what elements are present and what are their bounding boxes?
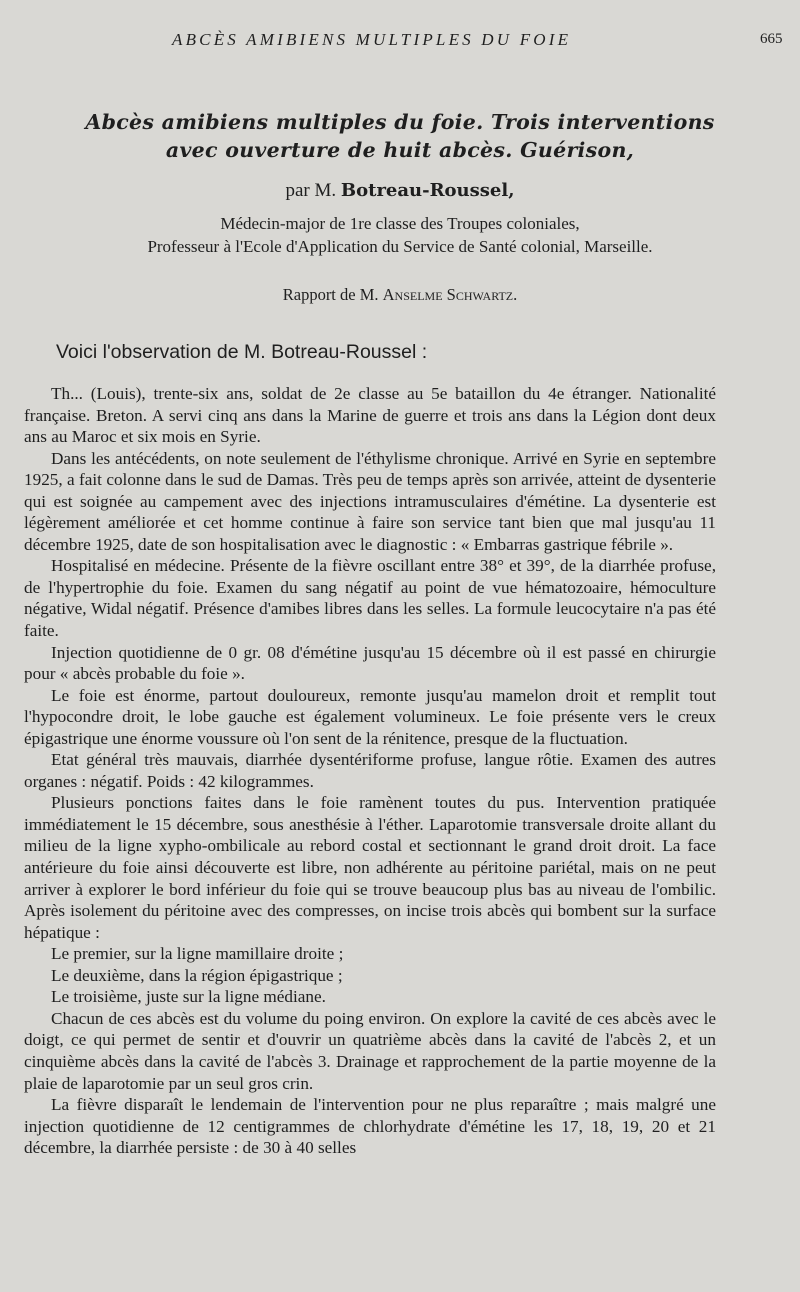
list-item: Le premier, sur la ligne mamillaire droite ;: [51, 944, 344, 964]
body-paragraph: Plusieurs ponctions faites dans le foie ramènent toutes du pus. Intervention pratiquée immédiatement le 15 décembre, sous anesthésie à l'éther. Laparotomie transversale droite allant du milieu de la ligne xypho-ombilicale au rebord costal et sectionnant le grand droit droit. La face antérieure du foie ainsi découverte est libre, non adhérente au péritoine pariétal, mais on ne peut arriver à explorer le bord inférieur du foie qui se trouve beaucoup plus bas au niveau de l'ombilic. Après isolement du péritoine avec des compresses, on incise trois abcès qui bombent sur la surface hépatique :: [24, 793, 716, 942]
body-paragraph: Etat général très mauvais, diarrhée dysentériforme profuse, langue rôtie. Examen des autres organes : négatif. Poids : 42 kilogrammes.: [24, 750, 716, 791]
body-paragraph: Hospitalisé en médecine. Présente de la fièvre oscillant entre 38° et 39°, de la diarrhée profuse, de l'hypertrophie du foie. Examen du sang négatif au point de vue hématozoaire, hémoculture négative, Widal négatif. Présence d'amibes libres dans les selles. La formule leucocytaire n'a pas été faite.: [24, 556, 716, 641]
author-prefix: par M.: [285, 180, 337, 201]
article-title-line-2: avec ouverture de huit abcès. Guérison,: [165, 138, 635, 162]
author-line: [0, 180, 800, 202]
body-paragraph: Chacun de ces abcès est du volume du poing environ. On explore la cavité de ces abcès avec le doigt, ce qui permet de sentir et d'ouvrir un quatrième abcès dans la cavité de l'abcès 2, et un cinquième abcès dans la cavité de l'abcès 3. Drainage et rapprochement de la partie moyenne de la plaie de laparotomie par un seul gros crin.: [24, 1008, 716, 1093]
list-item: Le deuxième, dans la région épigastrique ;: [51, 965, 343, 985]
body-paragraph: Th... (Louis), trente-six ans, soldat de 2e classe au 5e bataillon du 4e étranger. Nationalité française. Breton. A servi cinq ans dans la Marine de guerre et trois ans dans la Légion dont deux ans au Maroc et six mois en Syrie.: [24, 384, 716, 447]
page-number: 665: [760, 31, 783, 47]
observation-intro: Voici l'observation de M. Botreau-Roussel :: [56, 341, 428, 363]
article-title: [30, 108, 770, 164]
running-head-title: ABCÈS AMIBIENS MULTIPLES DU FOIE: [172, 30, 572, 49]
rapport-line: [0, 285, 800, 305]
author-affiliation: [0, 212, 800, 258]
affiliation-line-2: Professeur à l'Ecole d'Application du Service de Santé colonial, Marseille.: [147, 237, 653, 256]
rapport-prefix: Rapport de M.: [282, 285, 379, 304]
running-head: [0, 30, 800, 52]
body-paragraph: Dans les antécédents, on note seulement de l'éthylisme chronique. Arrivé en Syrie en septembre 1925, a fait colonne dans le sud de Damas. Très peu de temps après son arrivée, atteint de dysenterie qui est soignée au campement avec des injections intramusculaires d'émétine. La dysenterie est légèrement améliorée et cet homme continue à faire son service tant bien que mal jusqu'au 11 décembre 1925, date de son hospitalisation avec le diagnostic : « Embarras gastrique fébrile ».: [24, 448, 716, 554]
body-paragraph: Injection quotidienne de 0 gr. 08 d'émétine jusqu'au 15 décembre où il est passé en chirurgie pour « abcès probable du foie ».: [24, 642, 716, 684]
affiliation-line-1: Médecin-major de 1re classe des Troupes coloniales,: [220, 214, 580, 233]
article-title-line-1: Abcès amibiens multiples du foie. Trois interventions: [85, 110, 715, 134]
rapporteur-name: Anselme Schwartz.: [382, 285, 518, 304]
body-paragraph: La fièvre disparaît le lendemain de l'intervention pour ne plus reparaître ; mais malgré une injection quotidienne de 12 centigrammes de chlorhydrate d'émétine les 17, 18, 19, 20 et 21 décembre, la diarrhée persiste : de 30 à 40 selles: [24, 1095, 716, 1158]
author-name: Botreau-Roussel,: [340, 180, 515, 201]
article-body: [24, 383, 716, 1159]
body-paragraph: Le foie est énorme, partout douloureux, remonte jusqu'au mamelon droit et remplit tout l'hypocondre droit, le lobe gauche est également volumineux. Le foie présente vers le creux épigastrique une énorme voussure où l'on sent de la rénitence, presque de la fluctuation.: [24, 685, 716, 748]
list-item: Le troisième, juste sur la ligne médiane.: [51, 987, 326, 1007]
